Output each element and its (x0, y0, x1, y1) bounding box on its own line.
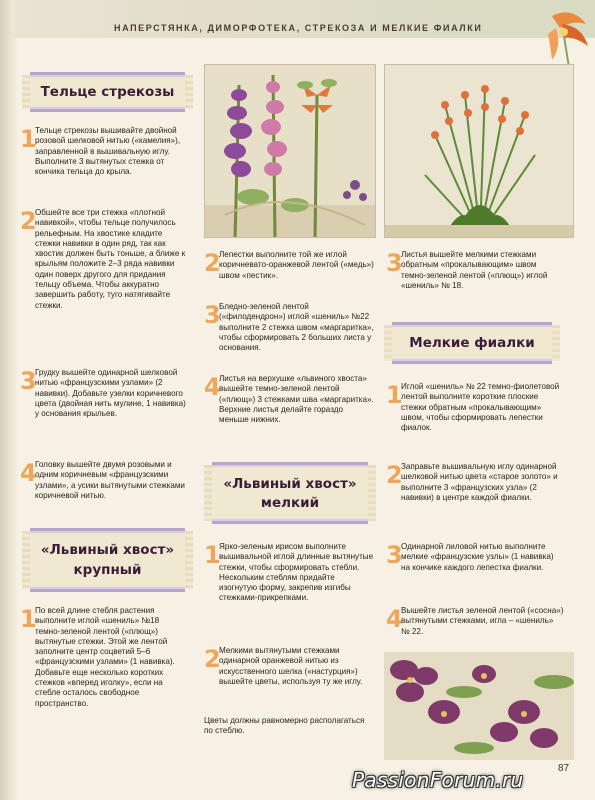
foxglove-large-title-ribbon (30, 528, 185, 592)
violets-step-1 (386, 382, 564, 433)
step-text: Тельце стрекозы вышивайте двойной розовой шелковой нитью («камелия»), заправленной в вышивальную иглу. Выполните 3 вытянутых стежка от кончика тельца до крыла. (35, 126, 181, 177)
site-watermark: PassionForum.ru (352, 768, 524, 792)
foxglove-embroidery-photo (204, 64, 376, 238)
page-number: 87 (558, 763, 570, 774)
petals-step-4 (204, 374, 374, 425)
step-text: Лепестки выполните той же иглой коричневато-оранжевой лентой («медь») швом «пестик». (219, 250, 374, 280)
step-number: 4 (204, 373, 221, 401)
step-number: 2 (204, 645, 221, 673)
running-header (14, 0, 595, 38)
dragonfly-step-1 (20, 126, 186, 177)
section-title-foxglove-small-line1: «Львиный хвост» (223, 476, 357, 492)
dragonfly-title-ribbon (30, 72, 185, 112)
step-number: 2 (386, 461, 403, 489)
page-gutter-shade (0, 0, 18, 800)
step-text: Заправьте вышивальную иглу одинарной шелковой нитью цвета «старое золото» и выполните 3 «французских узла» (2 навивки) в центре каждой фиалки. (401, 462, 558, 502)
section-title-dragonfly: Тельце стрекозы (40, 84, 175, 100)
petals-step-2 (204, 250, 374, 281)
step-number: 1 (204, 541, 221, 569)
step-text: Грудку вышейте одинарной шелковой нитью «французскими узлами» (2 навивки). Добавьте узелки коричневого цвета (двойная нить мулине, 1 навивка) у основания крыльев. (35, 368, 186, 419)
section-title-foxglove-large-line1: «Львиный хвост» (40, 542, 175, 558)
step-number: 3 (20, 367, 37, 395)
step-number: 3 (386, 541, 403, 569)
dragonfly-step-4 (20, 460, 186, 501)
step-text: Одинарной лиловой нитью выполните мелкие «французские узлы» (1 навивка) на кончике каждого лепестка фиалки. (401, 542, 554, 572)
step-number: 2 (20, 207, 37, 235)
step-text: Головку вышейте двумя розовыми и одним коричневым «французскими узлами», а усики вытянутыми стежками коричневой нитью. (35, 460, 185, 500)
step-text: По всей длине стебля растения выполните иглой «шениль» №18 темно-зеленой лентой («плющ») вытянутые стежки. Этой же лентой заполните центр соцветий 5–6 «французскими узлами» (1 навивка). Добавьте еще несколько коротких стежков «вперед иголку», если на стебле осталось свободное пространство. (35, 606, 175, 708)
step-number: 1 (386, 381, 403, 409)
step-text: Обшейте все три стежка «плотной навивкой», чтобы тельце получилось рельефным. На хвостике кладите стежки навивки в один ряд, так как хвостик должен быть тоньше, а ближе к крыльям положите 2–3 ряда навивки один поверх другого для придания тельцу объема. Чтобы аккуратно завершить работу, туго натягивайте стежки. (35, 208, 186, 310)
step-number: 3 (386, 249, 403, 277)
step-number: 3 (204, 301, 221, 329)
violets-embroidery-photo (384, 652, 574, 760)
section-title-violets: Мелкие фиалки (409, 335, 535, 351)
step-text: Ярко-зеленым ирисом выполните вышивальной иглой длинные вытянутые стежки, чтобы сформировать стебли. Нескольким стеблям придайте изогнутую форму, закрепив изгибы стежками-прикрепками. (219, 542, 374, 603)
violets-step-4 (386, 606, 564, 637)
violets-title-ribbon (392, 322, 552, 364)
step-text: Иглой «шениль» № 22 темно-фиолетовой лентой выполните короткие плоские стежки обратным «прокалывающим» швом, чтобы сформировать лепестки фиалок. (401, 382, 560, 433)
petals-step-3 (204, 302, 374, 353)
foxglove-small-step-2 (204, 646, 374, 687)
step-text: Листья вышейте мелкими стежками обратным «прокалывающим» швом темно-зеленой лентой («плющ») иглой «шениль» № 18. (401, 250, 548, 290)
violets-step-2 (386, 462, 564, 503)
step-text: Бледно-зеленой лентой («филодендрон») иглой «шениль» №22 выполните 2 стежка швом «маргаритка», чтобы сформировать 2 больших листа у основания. (219, 302, 374, 353)
step-text: Листья на верхушке «львиного хвоста» вышейте темно-зеленой лентой («плющ») 3 стежками шва «маргаритка». Верхние листья делайте гораздо меньше нижних. (219, 374, 374, 425)
step-number: 4 (20, 459, 37, 487)
step-number: 1 (20, 605, 37, 633)
step-number: 4 (386, 605, 403, 633)
section-title-foxglove-small-line2: мелкий (260, 495, 320, 511)
step-number: 1 (20, 125, 37, 153)
step-text: Мелкими вытянутыми стежками одинарной оранжевой нитью из искусственного шелка («настурция») вышейте цветы, используя ту же иглу. (219, 646, 363, 686)
section-title-foxglove-large-line2: крупный (73, 562, 142, 578)
step-number: 2 (204, 249, 221, 277)
violets-step-3 (386, 542, 564, 573)
small-foxglove-embroidery-photo (384, 64, 574, 238)
foxglove-small-step-1 (204, 542, 374, 604)
foxglove-small-note: Цветы должны равномерно располагаться по стеблю. (204, 716, 365, 736)
dragonfly-step-2 (20, 208, 186, 311)
running-header-title: НАПЕРСТЯНКА, ДИМОРФОТЕКА, СТРЕКОЗА И МЕЛКИЕ ФИАЛКИ (114, 23, 483, 33)
foxglove-small-title-ribbon (212, 462, 368, 524)
step-text: Вышейте листья зеленой лентой («сосна») вытянутыми стежками, игла – «шениль» № 22. (401, 606, 564, 636)
foxglove-large-step-1 (20, 606, 186, 709)
leaves-step-3 (386, 250, 564, 291)
dragonfly-step-3 (20, 368, 186, 419)
